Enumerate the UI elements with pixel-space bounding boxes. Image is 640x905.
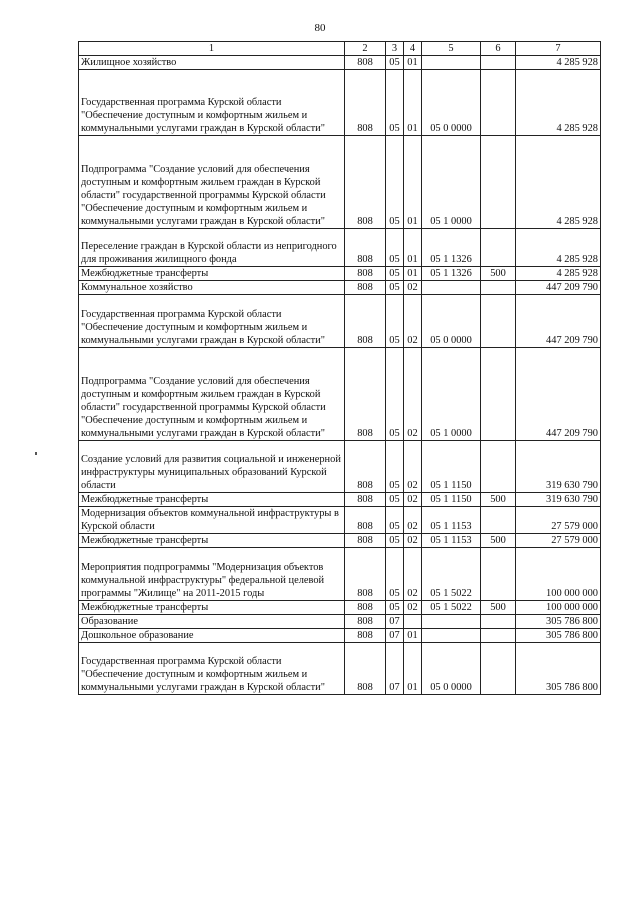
cell-code-target: 05 1 1153 (422, 507, 481, 534)
cell-code-target: 05 1 0000 (422, 348, 481, 441)
table-row (79, 348, 601, 441)
cell-name: Межбюджетные трансферты (79, 267, 345, 281)
cell-amount: 319 630 790 (516, 493, 601, 507)
cell-code-target: 05 0 0000 (422, 643, 481, 695)
cell-code-section: 07 (386, 643, 404, 695)
table-row (79, 601, 601, 615)
cell-code-section: 05 (386, 601, 404, 615)
cell-code-admin: 808 (345, 507, 386, 534)
cell-code-admin: 808 (345, 441, 386, 493)
header-cell: 1 (79, 42, 345, 56)
cell-code-subsection: 01 (404, 629, 422, 643)
cell-code-subsection: 01 (404, 70, 422, 136)
cell-amount: 4 285 928 (516, 136, 601, 229)
cell-code-target: 05 1 1150 (422, 441, 481, 493)
cell-code-type (481, 281, 516, 295)
cell-amount: 4 285 928 (516, 70, 601, 136)
cell-amount: 100 000 000 (516, 601, 601, 615)
cell-amount: 305 786 800 (516, 643, 601, 695)
cell-code-type: 500 (481, 267, 516, 281)
cell-code-admin: 808 (345, 601, 386, 615)
cell-code-type (481, 70, 516, 136)
cell-amount: 27 579 000 (516, 507, 601, 534)
cell-code-type (481, 548, 516, 601)
cell-code-subsection: 02 (404, 348, 422, 441)
cell-code-target: 05 1 1326 (422, 229, 481, 267)
table-row (79, 56, 601, 70)
cell-amount: 319 630 790 (516, 441, 601, 493)
cell-code-type: 500 (481, 534, 516, 548)
cell-code-subsection: 01 (404, 643, 422, 695)
cell-code-subsection: 02 (404, 507, 422, 534)
cell-name: Государственная программа Курской области "Обеспечение доступным и комфортным жильем и коммунальными услугами граждан в Курской области" (79, 643, 345, 695)
cell-name: Модернизация объектов коммунальной инфраструктуры в Курской области (79, 507, 345, 534)
cell-code-section: 05 (386, 295, 404, 348)
cell-code-section: 05 (386, 136, 404, 229)
cell-name: Образование (79, 615, 345, 629)
table-row (79, 281, 601, 295)
table-row (79, 629, 601, 643)
cell-code-subsection: 01 (404, 267, 422, 281)
header-cell: 4 (404, 42, 422, 56)
cell-code-section: 05 (386, 548, 404, 601)
cell-code-section: 07 (386, 629, 404, 643)
cell-code-subsection: 02 (404, 534, 422, 548)
cell-code-section: 05 (386, 507, 404, 534)
table-row (79, 507, 601, 534)
cell-code-section: 05 (386, 56, 404, 70)
cell-code-target (422, 56, 481, 70)
cell-name: Дошкольное образование (79, 629, 345, 643)
cell-amount: 4 285 928 (516, 56, 601, 70)
cell-code-section: 05 (386, 534, 404, 548)
cell-name: Межбюджетные трансферты (79, 534, 345, 548)
table-row (79, 267, 601, 281)
cell-code-admin: 808 (345, 295, 386, 348)
cell-name: Межбюджетные трансферты (79, 601, 345, 615)
cell-code-type: 500 (481, 601, 516, 615)
cell-code-target (422, 629, 481, 643)
table-header-row (79, 42, 601, 56)
table-row (79, 493, 601, 507)
cell-code-target (422, 615, 481, 629)
cell-code-section: 07 (386, 615, 404, 629)
cell-name: Переселение граждан в Курской области из непригодного для проживания жилищного фонда (79, 229, 345, 267)
table-row (79, 615, 601, 629)
cell-code-section: 05 (386, 441, 404, 493)
cell-code-target: 05 1 5022 (422, 601, 481, 615)
cell-code-admin: 808 (345, 229, 386, 267)
cell-name: Коммунальное хозяйство (79, 281, 345, 295)
cell-code-type (481, 295, 516, 348)
cell-code-admin: 808 (345, 136, 386, 229)
cell-code-target: 05 1 5022 (422, 548, 481, 601)
cell-code-admin: 808 (345, 281, 386, 295)
cell-name: Подпрограмма "Создание условий для обеспечения доступным и комфортным жильем граждан в Курской области" государственной программы Курской области "Обеспечение доступным и комфортным жильем и коммунальными услугами граждан в Курской области" (79, 348, 345, 441)
cell-code-type (481, 629, 516, 643)
cell-name: Межбюджетные трансферты (79, 493, 345, 507)
cell-code-section: 05 (386, 229, 404, 267)
header-cell: 6 (481, 42, 516, 56)
table-row (79, 229, 601, 267)
cell-code-admin: 808 (345, 615, 386, 629)
cell-code-type (481, 136, 516, 229)
cell-code-target (422, 281, 481, 295)
header-cell: 7 (516, 42, 601, 56)
cell-amount: 447 209 790 (516, 281, 601, 295)
table-row (79, 70, 601, 136)
cell-code-subsection: 02 (404, 441, 422, 493)
header-cell: 2 (345, 42, 386, 56)
stray-mark (35, 452, 37, 455)
cell-code-subsection: 01 (404, 56, 422, 70)
cell-name: Жилищное хозяйство (79, 56, 345, 70)
cell-code-subsection: 02 (404, 548, 422, 601)
cell-code-type (481, 56, 516, 70)
cell-name: Подпрограмма "Создание условий для обеспечения доступным и комфортным жильем граждан в Курской области" государственной программы Курской области "Обеспечение доступным и комфортным жильем и коммунальными услугами граждан в Курской области" (79, 136, 345, 229)
budget-table-body (79, 42, 601, 695)
cell-code-type (481, 348, 516, 441)
cell-code-section: 05 (386, 493, 404, 507)
cell-code-subsection: 02 (404, 493, 422, 507)
cell-code-subsection: 02 (404, 281, 422, 295)
cell-code-type (481, 507, 516, 534)
table-row (79, 295, 601, 348)
cell-code-subsection: 02 (404, 601, 422, 615)
budget-table (78, 41, 601, 695)
cell-amount: 447 209 790 (516, 348, 601, 441)
cell-code-section: 05 (386, 70, 404, 136)
cell-code-admin: 808 (345, 56, 386, 70)
cell-code-admin: 808 (345, 348, 386, 441)
cell-code-type: 500 (481, 493, 516, 507)
cell-name: Создание условий для развития социальной и инженерной инфраструктуры муниципальных образований Курской области (79, 441, 345, 493)
cell-code-subsection: 02 (404, 295, 422, 348)
cell-code-target: 05 0 0000 (422, 295, 481, 348)
header-cell: 3 (386, 42, 404, 56)
header-cell: 5 (422, 42, 481, 56)
table-row (79, 534, 601, 548)
cell-name: Мероприятия подпрограммы "Модернизация объектов коммунальной инфраструктуры" федеральной целевой программы "Жилище" на 2011-2015 годы (79, 548, 345, 601)
cell-code-target: 05 1 1326 (422, 267, 481, 281)
cell-amount: 447 209 790 (516, 295, 601, 348)
cell-code-admin: 808 (345, 629, 386, 643)
page-number: 80 (314, 22, 326, 34)
cell-code-target: 05 1 1150 (422, 493, 481, 507)
cell-code-admin: 808 (345, 70, 386, 136)
cell-code-subsection: 01 (404, 136, 422, 229)
cell-code-admin: 808 (345, 643, 386, 695)
table-row (79, 643, 601, 695)
cell-code-section: 05 (386, 281, 404, 295)
cell-amount: 4 285 928 (516, 229, 601, 267)
cell-code-subsection (404, 615, 422, 629)
cell-code-type (481, 643, 516, 695)
table-row (79, 441, 601, 493)
cell-code-type (481, 615, 516, 629)
cell-code-target: 05 1 1153 (422, 534, 481, 548)
cell-name: Государственная программа Курской области "Обеспечение доступным и комфортным жильем и коммунальными услугами граждан в Курской области" (79, 70, 345, 136)
cell-code-section: 05 (386, 267, 404, 281)
cell-code-section: 05 (386, 348, 404, 441)
table-row (79, 548, 601, 601)
cell-name: Государственная программа Курской области "Обеспечение доступным и комфортным жильем и коммунальными услугами граждан в Курской области" (79, 295, 345, 348)
cell-amount: 305 786 800 (516, 629, 601, 643)
cell-amount: 4 285 928 (516, 267, 601, 281)
cell-code-admin: 808 (345, 267, 386, 281)
cell-code-type (481, 441, 516, 493)
cell-code-admin: 808 (345, 548, 386, 601)
cell-amount: 305 786 800 (516, 615, 601, 629)
table-row (79, 136, 601, 229)
cell-code-target: 05 1 0000 (422, 136, 481, 229)
cell-code-admin: 808 (345, 534, 386, 548)
cell-code-admin: 808 (345, 493, 386, 507)
cell-code-target: 05 0 0000 (422, 70, 481, 136)
cell-amount: 27 579 000 (516, 534, 601, 548)
cell-amount: 100 000 000 (516, 548, 601, 601)
cell-code-subsection: 01 (404, 229, 422, 267)
cell-code-type (481, 229, 516, 267)
